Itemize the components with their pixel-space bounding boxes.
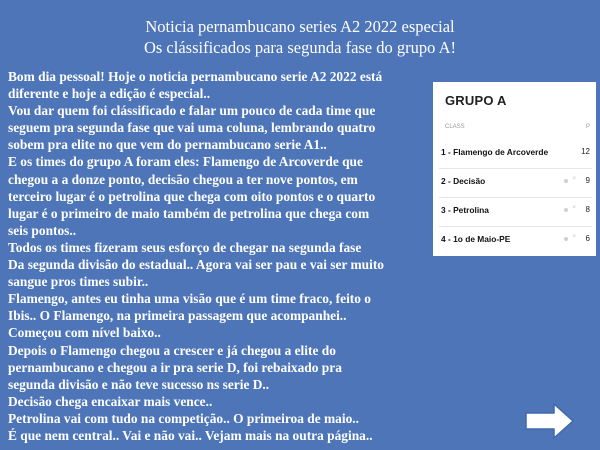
body-line: pernambucano e chegou a ir pra serie D, foi rebaixado pra: [8, 359, 342, 375]
table-row: [439, 140, 592, 169]
body-line: Petrolina vai com tudo na competição.. O primeiroa de maio..: [8, 410, 359, 426]
title-line-1: Noticia pernambucano series A2 2022 especial: [145, 17, 455, 36]
form-dot-icon: [564, 237, 568, 241]
article-body: [8, 68, 418, 444]
body-line: Da segunda divisão do estadual.. Agora vai ser pau e vai ser muito: [8, 257, 384, 273]
body-line: E os times do grupo A foram eles: Flamengo de Arcoverde que: [8, 154, 363, 170]
team-points: 9: [585, 176, 590, 185]
body-line: Vou dar quem foi clássificado e falar um pouco de cada time que: [8, 103, 376, 119]
form-dot-icon: [564, 179, 568, 183]
body-line: seis pontos..: [8, 222, 77, 238]
team-name: 2 - Decisão: [441, 176, 486, 186]
body-line: Flamengo, antes eu tinha uma visão que é um time fraco, feito o: [8, 291, 371, 307]
body-line: Ibis.. O Flamengo, na primeira passagem que acompanhei..: [8, 308, 347, 324]
body-line: Todos os times fizeram seus esforço de chegar na segunda fase: [8, 239, 362, 255]
body-line: segunda divisão e não teve sucesso ns serie D..: [8, 376, 270, 392]
body-line: Começou com nível baixo..: [8, 325, 161, 341]
body-line: sangue pros times subir..: [8, 274, 149, 290]
table-row: [439, 169, 592, 198]
form-dot-icon: [564, 208, 568, 212]
column-header-points: P: [585, 124, 590, 130]
body-line: É que nem central.. Vai e não vai.. Vejam mais na outra página..: [8, 427, 373, 443]
body-line: sobem pra elite no que vem do pernambucano serie A1..: [8, 137, 327, 153]
team-name: 3 - Petrolina: [441, 205, 489, 215]
body-line: seguem pra segunda fase que vai uma coluna, lembrando quatro: [8, 120, 376, 136]
group-title: GRUPO A: [445, 93, 507, 108]
x-mark: ×: [572, 234, 576, 240]
column-header-class: CLASS: [445, 124, 465, 130]
standings-table: [433, 82, 596, 256]
body-line: terceiro lugar é o petrolina que chega com oito pontos e o quarto: [8, 188, 376, 204]
body-line: chegou a a donze ponto, decisão chegou a ter nove pontos, em: [8, 171, 358, 187]
team-points: 8: [585, 205, 590, 214]
title-line-2: Os clássificados para segunda fase do grupo A!: [143, 38, 457, 57]
right-arrow-icon[interactable]: [525, 402, 575, 440]
team-name: 4 - 1o de Maio-PE: [441, 234, 511, 244]
body-line: lugar é o primeiro de maio também de petrolina que chega com: [8, 205, 370, 221]
slide-title: [60, 16, 540, 58]
x-mark: ×: [572, 205, 576, 211]
body-line: Decisão chega encaixar mais vence..: [8, 393, 213, 409]
table-row: [439, 198, 592, 227]
body-line: Depois o Flamengo chegou a crescer e já chegou a elite do: [8, 342, 336, 358]
body-line: Bom dia pessoal! Hoje o noticia pernambucano serie A2 2022 está: [8, 69, 383, 84]
team-name: 1 - Flamengo de Arcoverde: [441, 147, 549, 157]
x-mark: ×: [572, 176, 576, 182]
table-row: [439, 227, 592, 255]
team-points: 12: [581, 147, 590, 156]
team-points: 6: [585, 234, 590, 243]
body-line: diferente e hoje a edição é especial..: [8, 86, 211, 102]
